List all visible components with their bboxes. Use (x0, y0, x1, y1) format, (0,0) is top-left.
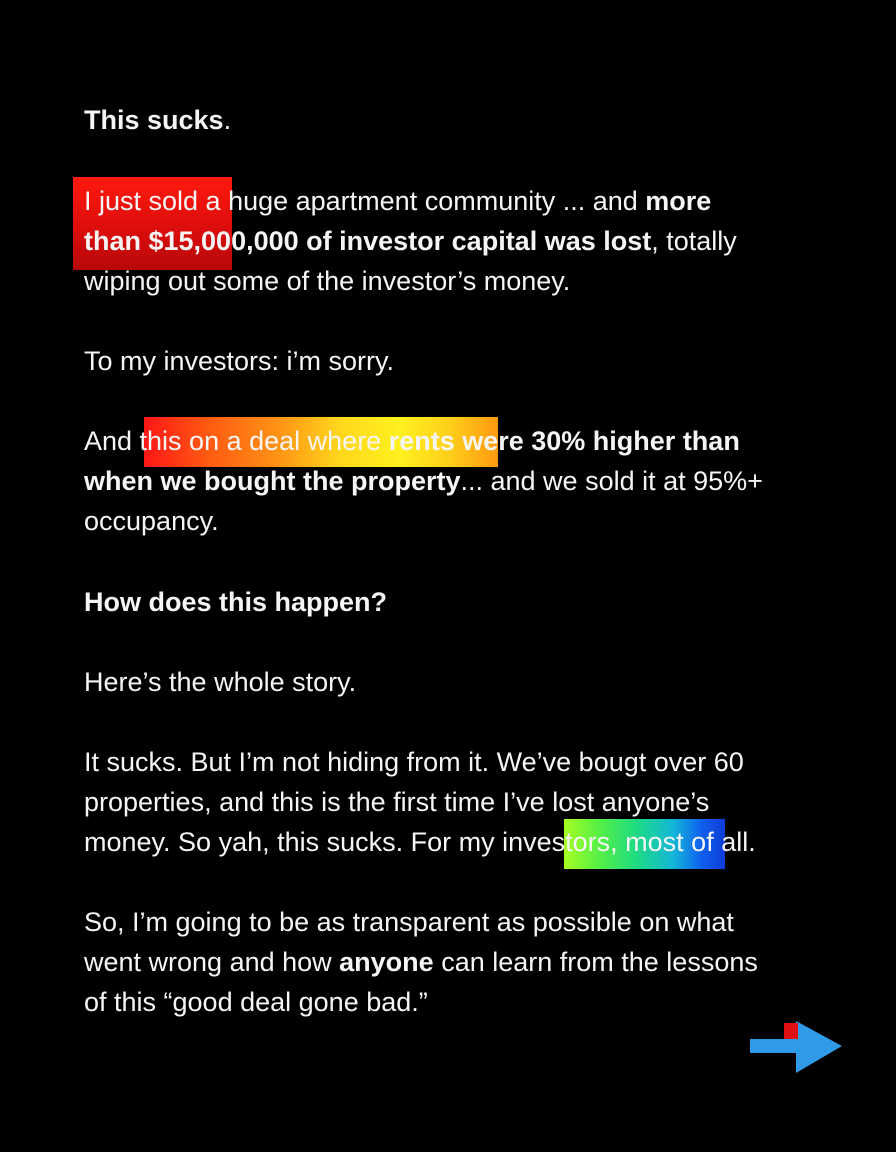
p4-line-3: occupancy. (84, 506, 219, 536)
p4-line-2-text: ... and we sold it at 95%+ (460, 466, 763, 496)
p4-line-1 (84, 421, 740, 461)
intro-heading (84, 100, 231, 140)
p7-line-2: properties, and this is the first time I’ve lost anyone’s (84, 787, 710, 817)
p4-line-2 (84, 461, 763, 501)
p2-line-1-text: I just sold a huge apartment community ... and (84, 186, 646, 216)
p4-line-2-bold: when we bought the property (84, 466, 461, 496)
apology-line: To my investors: i’m sorry. (84, 346, 395, 376)
p2-line-2 (84, 221, 737, 261)
p7-line-3: money. So yah, this sucks. For my investors, most of all. (84, 827, 756, 857)
p8-line-1: So, I’m going to be as transparent as possible on what (84, 907, 734, 937)
p2-line-2-bold: than $15,000,000 of investor capital was lost (84, 226, 652, 256)
p7-line-1: It sucks. But I’m not hiding from it. We’ve bougt over 60 (84, 747, 744, 777)
p8-line-2-text-b: can learn from the lessons (433, 947, 758, 977)
p4-line-1-bold: rents were 30% higher than (388, 426, 740, 456)
intro-period: . (223, 105, 232, 135)
intro-bold: This sucks (84, 105, 224, 135)
p8-line-2 (84, 942, 758, 982)
p2-line-2-text: , totally (651, 226, 737, 256)
story-line: Here’s the whole story. (84, 667, 357, 697)
p4-line-1-text: And this on a deal where (84, 426, 389, 456)
p8-line-2-bold: anyone (339, 947, 434, 977)
p2-line-3: wiping out some of the investor’s money. (84, 266, 571, 296)
arrow-right-icon[interactable] (746, 1015, 846, 1079)
question-heading: How does this happen? (84, 587, 388, 617)
p8-line-3: of this “good deal gone bad.” (84, 987, 428, 1017)
p2-line-1 (84, 181, 711, 221)
p8-line-2-text-a: went wrong and how (84, 947, 340, 977)
p2-line-1-bold: more (645, 186, 712, 216)
